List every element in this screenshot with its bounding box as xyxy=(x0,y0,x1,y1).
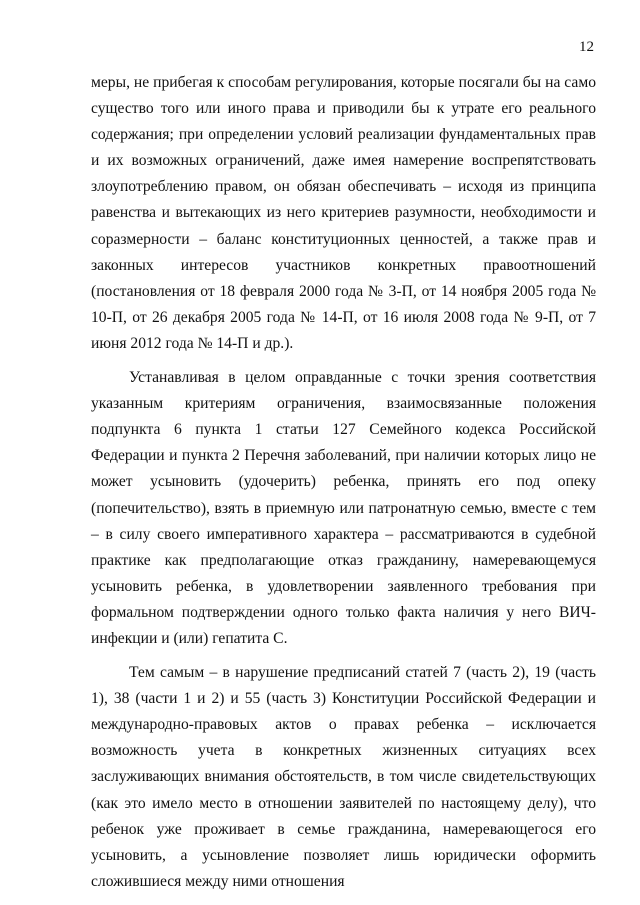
paragraph-continuation: меры, не прибегая к способам регулирования, которые посягали бы на само существо того или иного права и приводили бы к утрате его реального содержания; при определении условий реализации фундаментальных прав и их возможных ограничений, даже имея намерение воспрепятствовать злоупотреблению правом, он обязан обеспечивать – исходя из принципа равенства и вытекающих из него критериев разумности, необходимости и соразмерности – баланс конституционных ценностей, а также прав и законных интересов участников конкретных правоотношений (постановления от 18 февраля 2000 года № 3-П, от 14 ноября 2005 года № 10-П, от 26 декабря 2005 года № 14-П, от 16 июля 2008 года № 9-П, от 7 июня 2012 года № 14-П и др.). xyxy=(91,74,596,352)
paragraph: Устанавливая в целом оправданные с точки зрения соответствия указанным критериям ограничения, взаимосвязанные положения подпункта 6 пункта 1 статьи 127 Семейного кодекса Российской Федерации и пункта 2 Перечня заболеваний, при наличии которых лицо не может усыновить (удочерить) ребенка, принять его под опеку (попечительство), взять в приемную или патронатную семью, вместе с тем – в силу своего императивного характера – рассматриваются в судебной практике как предполагающие отказ гражданину, намеревающемуся усыновить ребенка, в удовлетворении заявленного требования при формальном подтверждении одного только факта наличия у него ВИЧ-инфекции и (или) гепатита С. xyxy=(91,369,596,647)
document-body xyxy=(91,70,596,895)
paragraph: Тем самым – в нарушение предписаний статей 7 (часть 2), 19 (часть 1), 38 (части 1 и 2) и 55 (часть 3) Конституции Российской Федерации и международно-правовых актов о правах ребенка – исключается возможность учета в конкретных жизненных ситуациях всех заслуживающих внимания обстоятельств, в том числе свидетельствующих (как это имело место в отношении заявителей по настоящему делу), что ребенок уже проживает в семье гражданина, намеревающегося его усыновить, а усыновление позволяет лишь юридически оформить сложившиеся между ними отношения xyxy=(91,664,596,890)
page-number: 12 xyxy=(579,39,594,55)
